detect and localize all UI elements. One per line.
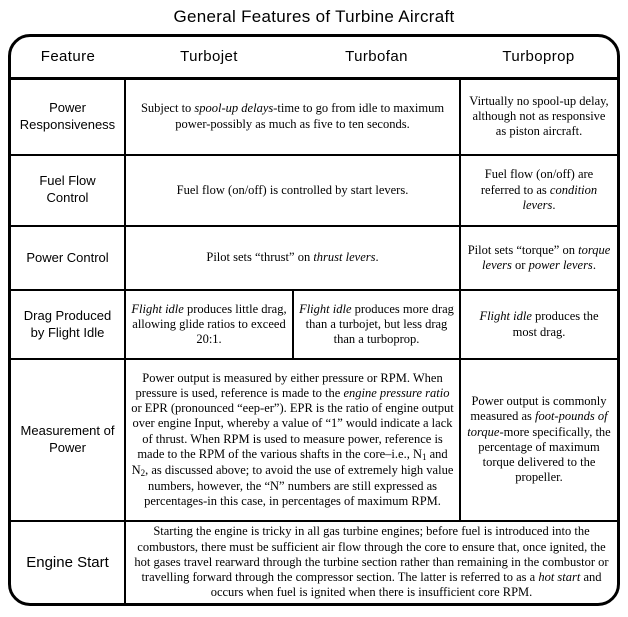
page <box>0 7 628 606</box>
row-measurement-of-power <box>11 359 617 521</box>
page-title: General Features of Turbine Aircraft <box>173 7 455 26</box>
cell-fuel-flow-control-turboprop: Fuel flow (on/off) are referred to as condition levers. <box>460 155 617 226</box>
cell-drag-turbofan: Flight idle produces more drag than a turbojet, but less drag than a turboprop. <box>293 290 460 359</box>
row-power-responsiveness <box>11 78 617 155</box>
cell-power-control-turboprop: Pilot sets “torque” on torque levers or power levers. <box>460 226 617 291</box>
cell-measurement-turbojet-turbofan: Power output is measured by either pressure or RPM. When pressure is used, reference is made to the engine pressure ratio or EPR (pronounced “eep-er”). EPR is the ratio of engine output over engine Input, whereby a value of “1” would indicate a lack of thrust. When RPM is used to measure power, reference is made to the RPM of the various shafts in the core–i.e., $N_1$ and $N_2$, as discussed above; to avoid the use of extremely high value numbers, however, the “N” numbers are still expressed as percentages-in this case, in percentages of maximum RPM. <box>125 359 460 521</box>
cell-drag-turboprop: Flight idle produces the most drag. <box>460 290 617 359</box>
cell-power-responsiveness-turbojet-turbofan: Subject to spool-up delays-time to go from idle to maximum power-possibly as much as five to ten seconds. <box>125 78 460 155</box>
row-engine-start <box>11 521 617 603</box>
row-drag-produced-by-flight-idle <box>11 290 617 359</box>
column-header-turbojet: Turbojet <box>125 37 293 78</box>
row-fuel-flow-control <box>11 155 617 226</box>
cell-power-control-turbojet-turbofan: Pilot sets “thrust” on thrust levers. <box>125 226 460 291</box>
feature-label-power-responsiveness: Power Responsiveness <box>11 78 125 155</box>
column-header-feature: Feature <box>11 37 125 78</box>
cell-drag-turbojet: Flight idle produces little drag, allowing glide ratios to exceed 20:1. <box>125 290 293 359</box>
feature-label-measurement-of-power: Measurement of Power <box>11 359 125 521</box>
feature-label-engine-start: Engine Start <box>11 521 125 603</box>
features-table-grid <box>11 37 617 603</box>
feature-label-drag-flight-idle: Drag Produced by Flight Idle <box>11 290 125 359</box>
cell-measurement-turboprop: Power output is commonly measured as foot-pounds of torque-more specifically, the percentage of maximum torque delivered to the propeller. <box>460 359 617 521</box>
feature-label-fuel-flow-control: Fuel Flow Control <box>11 155 125 226</box>
feature-label-power-control: Power Control <box>11 226 125 291</box>
cell-power-responsiveness-turboprop: Virtually no spool-up delay, although not as responsive as piston aircraft. <box>460 78 617 155</box>
column-header-turbofan: Turbofan <box>293 37 460 78</box>
cell-fuel-flow-control-turbojet-turbofan: Fuel flow (on/off) is controlled by start levers. <box>125 155 460 226</box>
features-table <box>8 34 620 606</box>
header-row <box>11 37 617 78</box>
column-header-turboprop: Turboprop <box>460 37 617 78</box>
row-power-control <box>11 226 617 291</box>
cell-engine-start-all-engines: Starting the engine is tricky in all gas turbine engines; before fuel is introduced into the combustors, there must be sufficient air flow through the core to ensure that, once ignited, the hot gases travel rearward through the turbine section rather than remaining in the combustor or travelling forward through the compressor section. The latter is referred to as a hot start and occurs when fuel is ignited when there is insufficient core RPM. <box>125 521 617 603</box>
